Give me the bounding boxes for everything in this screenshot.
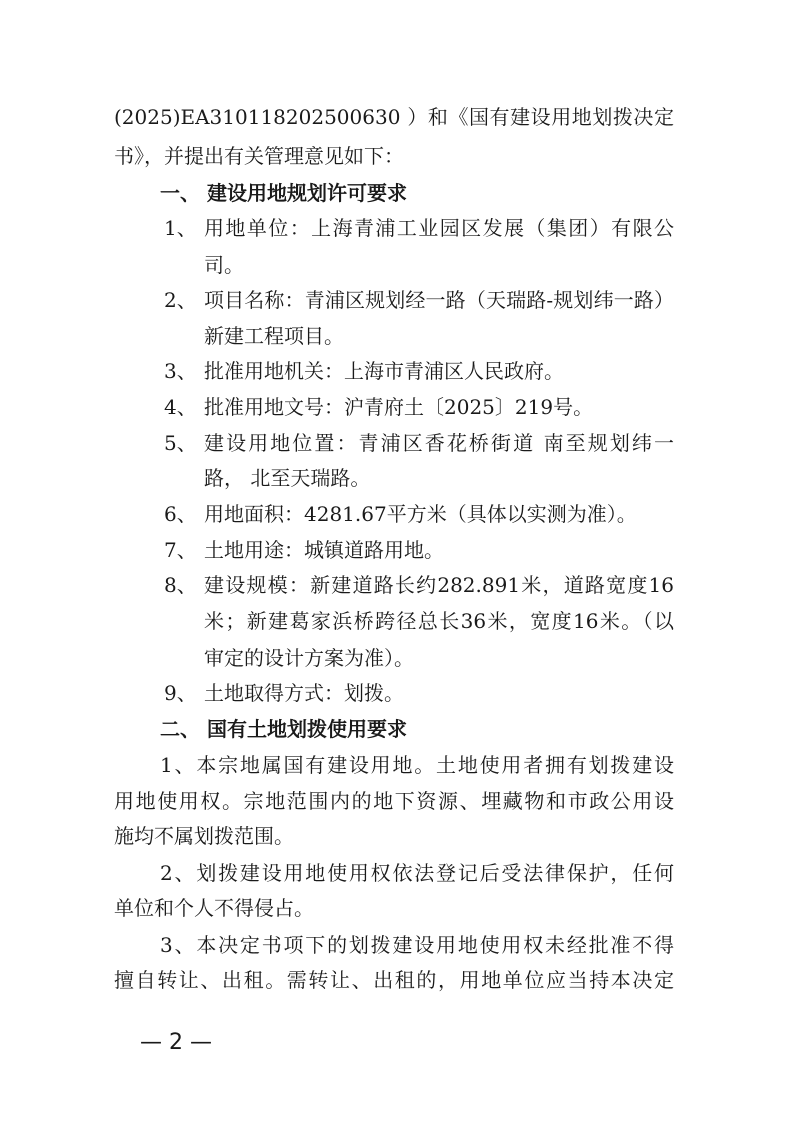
item-number: 3、 — [164, 359, 197, 383]
paragraph-line: 3、本决定书项下的划拨建设用地使用权未经批准不得 — [160, 933, 674, 957]
paragraph-line: 2、划拨建设用地使用权依法登记后受法律保护，任何 — [160, 861, 674, 885]
item-text-line: 用地面积：4281.67平方米（具体以实测为准）。 — [204, 502, 637, 526]
intro-line-1: (2025)EA310118202500630 ）和《国有建设用地划拨决定 — [114, 105, 674, 129]
list-item — [164, 680, 204, 706]
item-text-line: 批准用地机关：上海市青浦区人民政府。 — [204, 359, 564, 383]
item-text-line: 路， 北至天瑞路。 — [204, 466, 371, 490]
item-number: 9、 — [164, 681, 197, 705]
list-item — [164, 572, 204, 598]
list-item — [164, 215, 204, 241]
list-item — [164, 537, 204, 563]
section1-heading: 一、 建设用地规划许可要求 — [160, 181, 407, 205]
item-text-line: 用地单位：上海青浦工业园区发展（集团）有限公 — [204, 216, 674, 240]
list-item — [164, 430, 204, 456]
paragraph-line: 擅自转让、出租。需转让、出租的，用地单位应当持本决定 — [114, 968, 674, 992]
list-item — [164, 394, 204, 420]
item-number: 2、 — [164, 288, 197, 312]
item-number: 4、 — [164, 395, 197, 419]
item-text-line: 土地用途：城镇道路用地。 — [204, 538, 444, 562]
item-number: 5、 — [164, 431, 197, 455]
item-number: 1、 — [164, 216, 197, 240]
item-text-line: 建设规模：新建道路长约282.891米，道路宽度16 — [204, 573, 674, 597]
item-text-line: 土地取得方式：划拨。 — [204, 681, 404, 705]
item-text-line: 新建工程项目。 — [204, 324, 344, 348]
item-text-line: 项目名称：青浦区规划经一路（天瑞路-规划纬一路） — [204, 288, 674, 312]
item-text-line: 司。 — [204, 253, 244, 277]
item-number: 8、 — [164, 573, 197, 597]
item-number: 6、 — [164, 502, 197, 526]
item-text-line: 审定的设计方案为准）。 — [204, 646, 414, 670]
list-item — [164, 358, 204, 384]
intro-line-2: 书》，并提出有关管理意见如下： — [114, 144, 404, 168]
paragraph-line: 1、本宗地属国有建设用地。土地使用者拥有划拨建设 — [160, 753, 674, 777]
section2-heading: 二、 国有土地划拨使用要求 — [160, 717, 407, 741]
item-text-line: 米；新建葛家浜桥跨径总长36米，宽度16米。（以 — [204, 609, 674, 633]
list-item — [164, 501, 204, 527]
paragraph-line: 用地使用权。宗地范围内的地下资源、埋藏物和市政公用设 — [114, 789, 674, 813]
paragraph-line: 施均不属划拨范围。 — [114, 824, 294, 848]
item-number: 7、 — [164, 538, 197, 562]
list-item — [164, 287, 204, 313]
page-number: — 2 — — [140, 1030, 212, 1055]
item-text-line: 批准用地文号：沪青府土〔2025〕219号。 — [204, 395, 594, 419]
paragraph-line: 单位和个人不得侵占。 — [114, 896, 314, 920]
item-text-line: 建设用地位置：青浦区香花桥街道 南至规划纬一 — [204, 431, 674, 455]
